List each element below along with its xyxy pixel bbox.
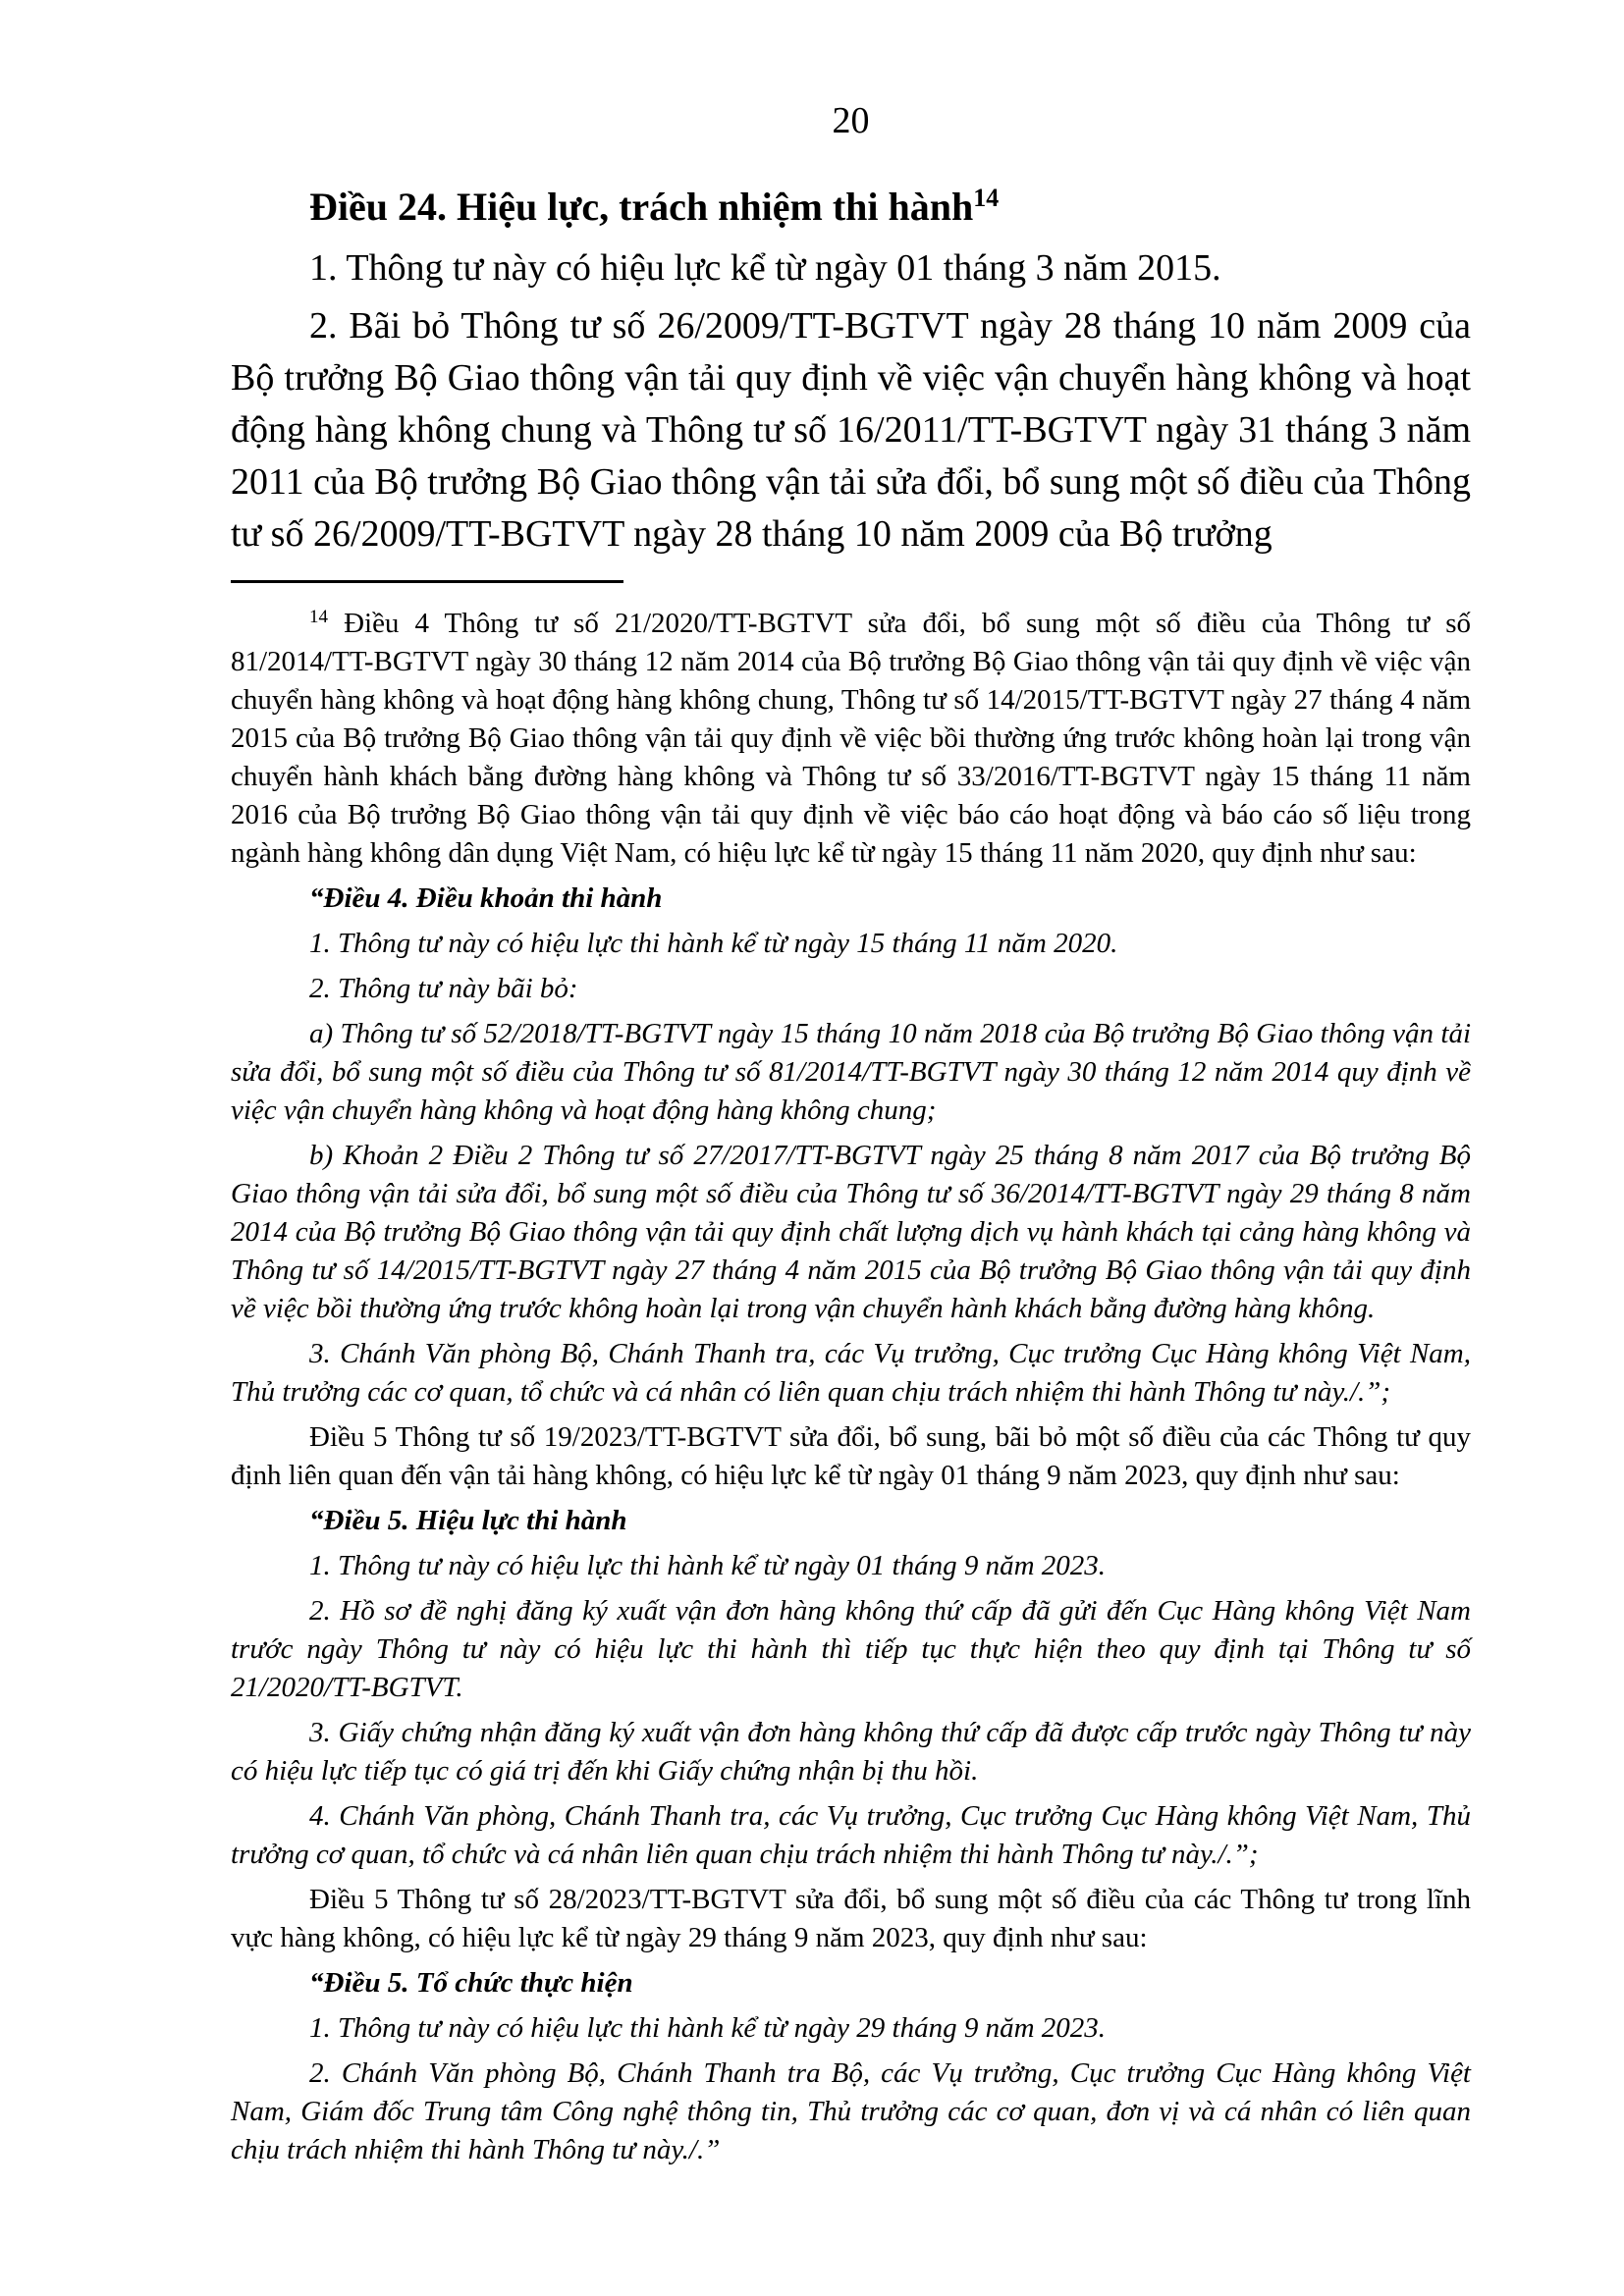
footnote-paragraph: “Điều 4. Điều khoản thi hành (309, 882, 663, 914)
article-heading-text: Điều 24. Hiệu lực, trách nhiệm thi hành (309, 185, 974, 229)
footnote-paragraph: 2. Chánh Văn phòng Bộ, Chánh Thanh tra Bộ, các Vụ trưởng, Cục trưởng Cục Hàng không Việt Nam, Giám đốc Trung tâm Công nghệ thông tin, Thủ trưởng các cơ quan, đơn vị và cá nhân có liên quan chịu trách nhiệm thi hành Thông tư này./.” (231, 2057, 1471, 2165)
footnote-separator (231, 580, 623, 583)
footnote-paragraph: “Điều 5. Tổ chức thực hiện (309, 1967, 633, 1999)
footnote-paragraph: 1. Thông tư này có hiệu lực thi hành kể từ ngày 15 tháng 11 năm 2020. (309, 928, 1118, 959)
footnote-paragraph: a) Thông tư số 52/2018/TT-BGTVT ngày 15 tháng 10 năm 2018 của Bộ trưởng Bộ Giao thông vận tải sửa đổi, bổ sung một số điều của Thông tư số 81/2014/TT-BGTVT ngày 30 tháng 12 năm 2014 quy định về việc vận chuyển hàng không và hoạt động hàng không chung; (231, 1018, 1471, 1126)
footnote-paragraph: 2. Thông tư này bãi bỏ: (309, 973, 578, 1004)
body-paragraph: 1. Thông tư này có hiệu lực kể từ ngày 01 tháng 3 năm 2015. (309, 247, 1221, 289)
footnote-number-superscript: 14 (309, 606, 328, 627)
footnote-paragraph: 1. Thông tư này có hiệu lực thi hành kể từ ngày 01 tháng 9 năm 2023. (309, 1550, 1107, 1581)
footnote-paragraph: 4. Chánh Văn phòng, Chánh Thanh tra, các Vụ trưởng, Cục trưởng Cục Hàng không Việt Nam, Thủ trưởng cơ quan, tổ chức và cá nhân liên quan chịu trách nhiệm thi hành Thông tư này./.”; (231, 1800, 1471, 1870)
footnote-paragraph: Điều 5 Thông tư số 19/2023/TT-BGTVT sửa đổi, bổ sung, bãi bỏ một số điều của các Thông tư quy định liên quan đến vận tải hàng không, có hiệu lực kể từ ngày 01 tháng 9 năm 2023, quy định như sau: (231, 1421, 1471, 1491)
footnote-text: Điều 4 Thông tư số 21/2020/TT-BGTVT sửa đổi, bổ sung một số điều của Thông tư số 81/2014/TT-BGTVT ngày 30 tháng 12 năm 2014 của Bộ trưởng Bộ Giao thông vận tải quy định về việc vận chuyển hàng không và hoạt động hàng không chung, Thông tư số 14/2015/TT-BGTVT ngày 27 tháng 4 năm 2015 của Bộ trưởng Bộ Giao thông vận tải quy định về việc bồi thường ứng trước không hoàn lại trong vận chuyển hành khách bằng đường hàng không và Thông tư số 33/2016/TT-BGTVT ngày 15 tháng 11 năm 2016 của Bộ trưởng Bộ Giao thông vận tải quy định về việc báo cáo hoạt động và báo cáo số liệu trong ngành hàng không dân dụng Việt Nam, có hiệu lực kể từ ngày 15 tháng 11 năm 2020, quy định như sau: (231, 608, 1471, 869)
footnote-paragraph: 2. Hồ sơ đề nghị đăng ký xuất vận đơn hàng không thứ cấp đã gửi đến Cục Hàng không Việt Nam trước ngày Thông tư này có hiệu lực thi hành thì tiếp tục thực hiện theo quy định tại Thông tư số 21/2020/TT-BGTVT. (231, 1595, 1471, 1703)
footnote-paragraph: “Điều 5. Hiệu lực thi hành (309, 1505, 627, 1536)
footnote-section (231, 605, 1471, 2169)
footnote-paragraph: Điều 5 Thông tư số 28/2023/TT-BGTVT sửa đổi, bổ sung một số điều của các Thông tư trong lĩnh vực hàng không, có hiệu lực kể từ ngày 29 tháng 9 năm 2023, quy định như sau: (231, 1884, 1471, 1953)
footnote-paragraph: b) Khoản 2 Điều 2 Thông tư số 27/2017/TT-BGTVT ngày 25 tháng 8 năm 2017 của Bộ trưởng Bộ Giao thông vận tải sửa đổi, bổ sung một số điều của Thông tư số 36/2014/TT-BGTVT ngày 29 tháng 8 năm 2014 của Bộ trưởng Bộ Giao thông vận tải quy định chất lượng dịch vụ hành khách tại cảng hàng không và Thông tư số 14/2015/TT-BGTVT ngày 27 tháng 4 năm 2015 của Bộ trưởng Bộ Giao thông vận tải quy định về việc bồi thường ứng trước không hoàn lại trong vận chuyển hành khách bằng đường hàng không. (231, 1140, 1471, 1324)
footnote-paragraph: 3. Giấy chứng nhận đăng ký xuất vận đơn hàng không thứ cấp đã được cấp trước ngày Thông tư này có hiệu lực tiếp tục có giá trị đến khi Giấy chứng nhận bị thu hồi. (231, 1717, 1471, 1787)
footnote-ref-superscript: 14 (973, 183, 1000, 212)
footnote-paragraph (231, 605, 1471, 873)
footnote-paragraph: 3. Chánh Văn phòng Bộ, Chánh Thanh tra, các Vụ trưởng, Cục trưởng Cục Hàng không Việt Nam, Thủ trưởng các cơ quan, tổ chức và cá nhân có liên quan chịu trách nhiệm thi hành Thông tư này./.”; (231, 1338, 1471, 1408)
article-heading (231, 184, 1471, 231)
page-number: 20 (832, 100, 870, 141)
body-paragraph: 2. Bãi bỏ Thông tư số 26/2009/TT-BGTVT ngày 28 tháng 10 năm 2009 của Bộ trưởng Bộ Giao thông vận tải quy định về việc vận chuyển hàng không và hoạt động hàng không chung và Thông tư số 16/2011/TT-BGTVT ngày 31 tháng 3 năm 2011 của Bộ trưởng Bộ Giao thông vận tải sửa đổi, bổ sung một số điều của Thông tư số 26/2009/TT-BGTVT ngày 28 tháng 10 năm 2009 của Bộ trưởng (231, 305, 1471, 555)
footnote-paragraph: 1. Thông tư này có hiệu lực thi hành kể từ ngày 29 tháng 9 năm 2023. (309, 2012, 1107, 2044)
